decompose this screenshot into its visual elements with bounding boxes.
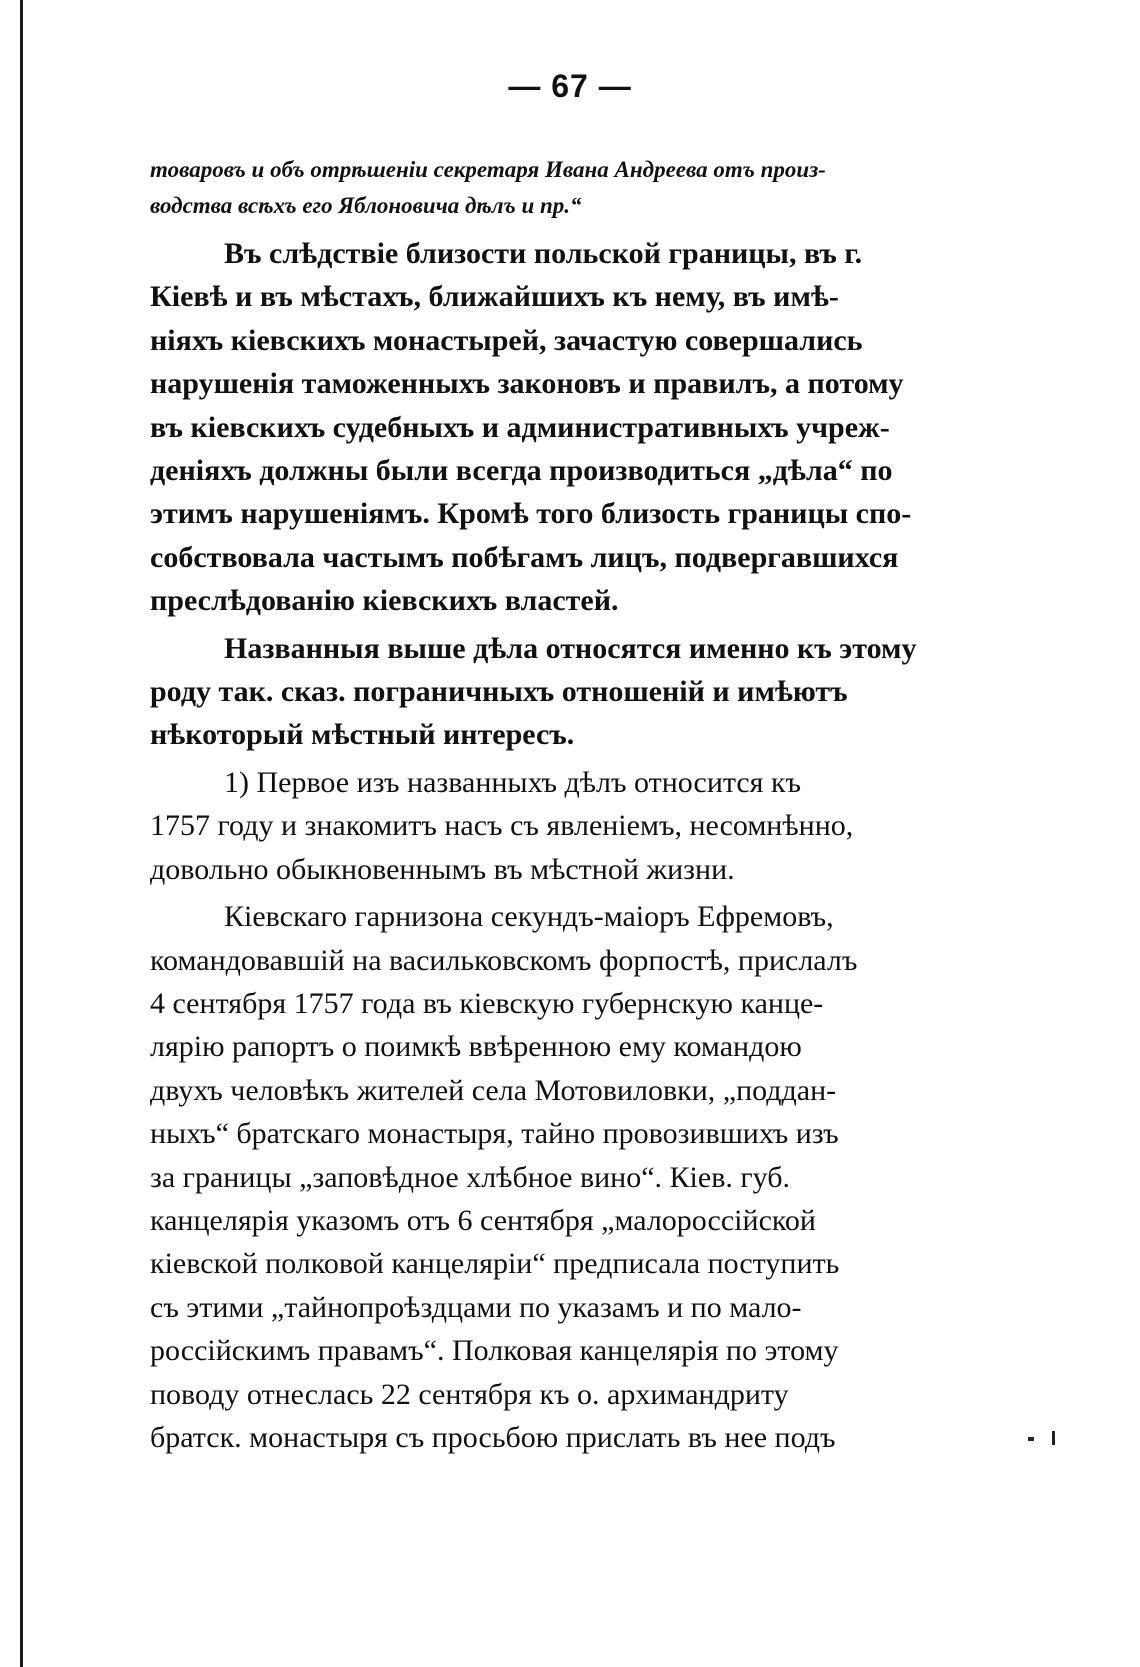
footnote-continuation <box>150 152 990 224</box>
text-line: братск. монастыря съ просьбою прислать въ нее подъ <box>150 1420 836 1454</box>
text-line: 4 сентября 1757 года въ кіевскую губернскую канце- <box>150 986 824 1020</box>
text-line: канцелярія указомъ отъ 6 сентября „малороссійской <box>150 1203 816 1237</box>
paragraph-efremov-report <box>150 895 990 1459</box>
text-line: роду так. сказ. пограничныхъ отношеній и имѣютъ <box>150 675 848 709</box>
text-line: съ этими „тайнопроѣздцами по указамъ и по мало- <box>150 1290 802 1324</box>
text-line: нѣкоторый мѣстный интересъ. <box>150 718 575 752</box>
text-line: за границы „заповѣдное хлѣбное вино“. Кіев. губ. <box>150 1160 791 1194</box>
body-text <box>150 232 990 1463</box>
text-line: кіевской полковой канцеляріи“ предписала поступить <box>150 1247 840 1281</box>
paragraph-first-case <box>150 761 990 891</box>
text-line: нарушенія таможенныхъ законовъ и правилъ, а потому <box>150 367 904 401</box>
text-line: поводу отнеслась 22 сентября къ о. архимандриту <box>150 1377 789 1411</box>
footnote-line: водства всѣхъ его Яблоновича дѣлъ и пр.“ <box>150 193 582 218</box>
text-line: деніяхъ должны были всегда производиться „дѣла“ по <box>150 454 893 488</box>
page-number: — 67 — <box>508 68 632 104</box>
text-line: Въ слѣдствіе близости польской границы, въ г. <box>224 237 863 270</box>
text-line: преслѣдованію кіевскихъ властей. <box>150 584 619 618</box>
text-line: въ кіевскихъ судебныхъ и административныхъ учреж- <box>150 410 890 444</box>
text-line: двухъ человѣкъ жителей села Мотовиловки, „поддан- <box>150 1073 837 1107</box>
text-line: россійскимъ правамъ“. Полковая канцелярія по этому <box>150 1334 839 1368</box>
text-line: этимъ нарушеніямъ. Кромѣ того близость границы спо- <box>150 497 912 531</box>
scan-speck <box>1028 1437 1034 1441</box>
scan-speck <box>1052 1431 1055 1445</box>
text-line: лярію рапортъ о поимкѣ ввѣренною ему командою <box>150 1030 802 1064</box>
text-line: 1) Первое изъ названныхъ дѣлъ относится къ <box>224 765 802 799</box>
paragraph-border-violations <box>150 232 990 623</box>
paragraph-border-relations <box>150 627 990 757</box>
text-line: ніяхъ кіевскихъ монастырей, зачастую совершались <box>150 323 863 357</box>
text-line: командовавшій на васильковскомъ форпостѣ, прислалъ <box>150 943 858 977</box>
footnote-line: товаровъ и объ отрѣшеніи секретаря Ивана Андреева отъ произ- <box>150 157 826 182</box>
text-line: собствовала частымъ побѣгамъ лицъ, подвергавшихся <box>150 540 899 574</box>
text-line: Кіевскаго гарнизона секундъ-маіоръ Ефремовъ, <box>224 900 834 934</box>
text-line: Кіевѣ и въ мѣстахъ, ближайшихъ къ нему, въ имѣ- <box>150 280 839 314</box>
text-line: ныхъ“ братскаго монастыря, тайно провозившихъ изъ <box>150 1117 839 1151</box>
text-line: довольно обыкновеннымъ въ мѣстной жизни. <box>150 852 735 886</box>
text-line: Названныя выше дѣла относятся именно къ этому <box>224 631 917 665</box>
page-edge-rule <box>20 0 23 1667</box>
text-line: 1757 году и знакомитъ насъ съ явленіемъ, несомнѣнно, <box>150 809 854 843</box>
